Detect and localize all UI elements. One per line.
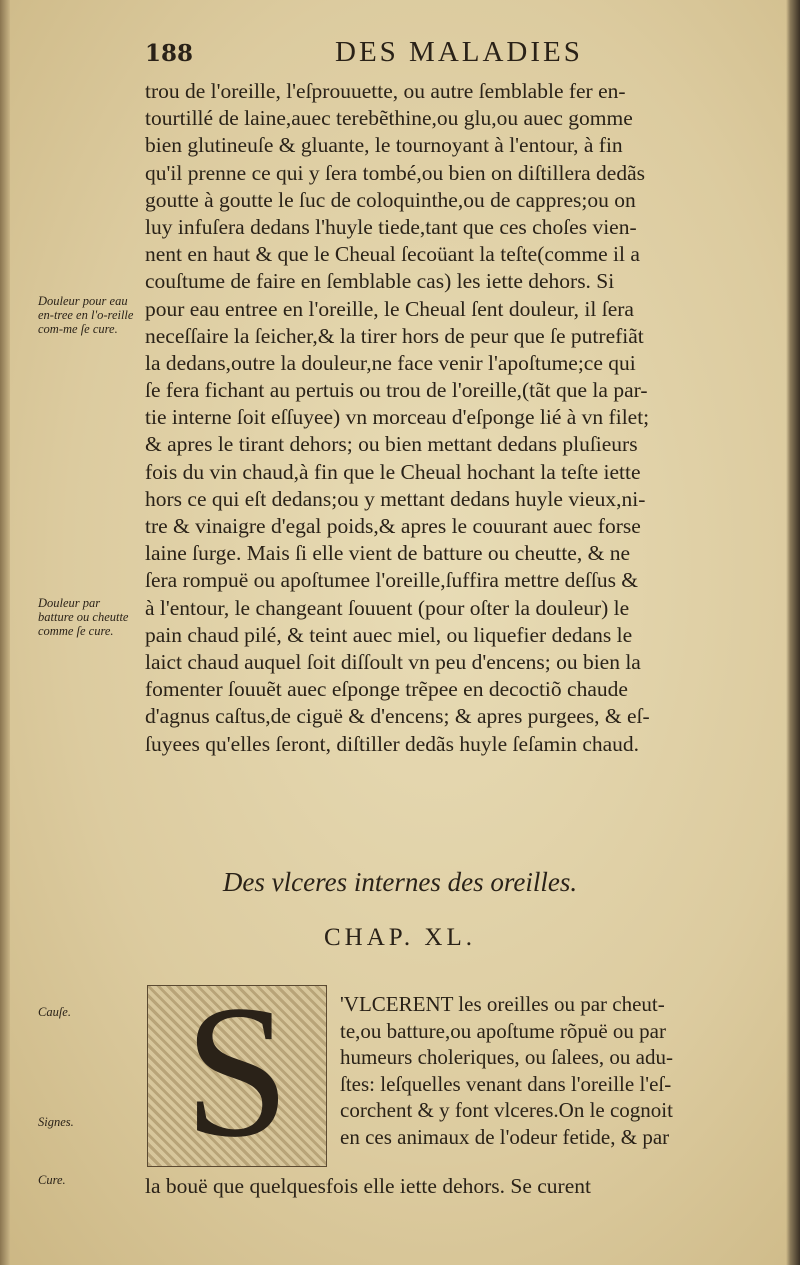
margin-note-douleur-eau: Douleur pour eau en-tree en l'o-reille com-me ſe cure. — [38, 294, 134, 336]
page-edge — [786, 0, 800, 1265]
margin-note-signes: Signes. — [38, 1115, 74, 1129]
chapter-line: humeurs choleriques, ou ſalees, ou adu- — [340, 1045, 673, 1069]
margin-note-douleur-batture: Douleur par batture ou cheutte comme ſe cure. — [38, 596, 129, 638]
chapter-line: en ces animaux de l'odeur fetide, & par — [340, 1124, 670, 1149]
text-line: la bouë que quelquesfois elle iette dehors. Se curent — [145, 1174, 591, 1198]
section-title: Des vlceres internes des oreilles. — [222, 867, 578, 897]
text-line: bien glutineuſe & gluante, le tournoyant à l'entour, à fin — [145, 133, 623, 158]
text-line: ſera rompuë ou apoſtumee l'oreille,ſuffira mettre deſſus & — [145, 568, 639, 593]
page-number: 188 — [145, 40, 194, 67]
text-line: fomenter ſouuẽt auec eſponge trẽpee en decoctiõ chaude — [145, 677, 628, 702]
text-line: pour eau entree en l'oreille, le Cheual ſent douleur, il ſera — [145, 296, 634, 321]
text-line: luy infuſera dedans l'huyle tiede,tant que ces choſes vien- — [145, 214, 637, 239]
text-line: ſuyees qu'elles ſeront, diſtiller dedãs huyle ſeſamin chaud. — [145, 731, 640, 756]
chapter-title: CHAP. XL. — [324, 924, 476, 951]
chapter-text — [340, 991, 770, 1150]
text-line: qu'il prenne ce qui y ſera tombé,ou bien on diſtillera dedãs — [145, 160, 646, 185]
text-line: la dedans,outre la douleur,ne face venir l'apoſtume;ce qui — [145, 350, 636, 375]
chapter-last-line — [145, 1173, 775, 1200]
text-line: trou de l'oreille, l'eſprouuette, ou autre ſemblable fer en- — [145, 79, 626, 103]
text-line: d'agnus caſtus,de ciguë & d'encens; & apres purgees, & eſ- — [145, 704, 650, 729]
text-line: tre & vinaigre d'egal poids,& apres le couurant auec forse — [145, 514, 641, 538]
text-line: laine ſurge. Mais ſi elle vient de batture ou cheutte, & ne — [145, 541, 630, 566]
running-title: DES MALADIES — [335, 36, 583, 68]
text-line: tourtillé de laine,auec terebẽthine,ou glu,ou auec gomme — [145, 106, 633, 131]
chapter-line: ſtes: leſquelles venant dans l'oreille l'eſ- — [340, 1071, 672, 1096]
text-line: pain chaud pilé, & teint auec miel, ou liquefier dedans le — [145, 622, 633, 647]
text-line: nent en haut & que le Cheual ſecoüant la teſte(comme il a — [145, 242, 640, 267]
text-line: couſtume de faire en ſemblable cas) les iette dehors. Si — [145, 269, 615, 294]
text-line: neceſſaire la ſeicher,& la tirer hors de peur que ſe putrefiãt — [145, 323, 644, 348]
page-gutter — [0, 0, 10, 1265]
chapter-line: corchent & y font vlceres.On le cognoit — [340, 1098, 673, 1122]
body-text — [145, 78, 775, 758]
text-line: & apres le tirant dehors; ou bien mettant dedans pluſieurs — [145, 432, 638, 457]
text-line: hors ce qui eſt dedans;ou y mettant dedans huyle vieux,ni- — [145, 486, 646, 511]
margin-note-cause: Cauſe. — [38, 1005, 71, 1019]
text-line: fois du vin chaud,à fin que le Cheual hochant la teſte iette — [145, 459, 641, 484]
chapter-line: te,ou batture,ou apoſtume rõpuë ou par — [340, 1018, 666, 1043]
text-line: goutte à goutte le ſuc de coloquinthe,ou de cappres;ou on — [145, 187, 636, 212]
text-line: à l'entour, le changeant ſouuent (pour oſter la douleur) le — [145, 595, 630, 620]
text-line: tie interne ſoit eſſuyee) vn morceau d'eſponge lié à vn filet; — [145, 405, 650, 430]
decorated-initial — [147, 967, 327, 1177]
text-line: laict chaud auquel ſoit diſſoult vn peu d'encens; ou bien la — [145, 649, 641, 674]
margin-note-cure: Cure. — [38, 1173, 66, 1187]
page-header — [145, 36, 775, 76]
chapter-line: 'VLCERENT les oreilles ou par cheut- — [340, 992, 665, 1016]
initial-letter: S — [184, 967, 290, 1177]
text-line: ſe fera fichant au pertuis ou trou de l'oreille,(tãt que la par- — [145, 378, 648, 403]
